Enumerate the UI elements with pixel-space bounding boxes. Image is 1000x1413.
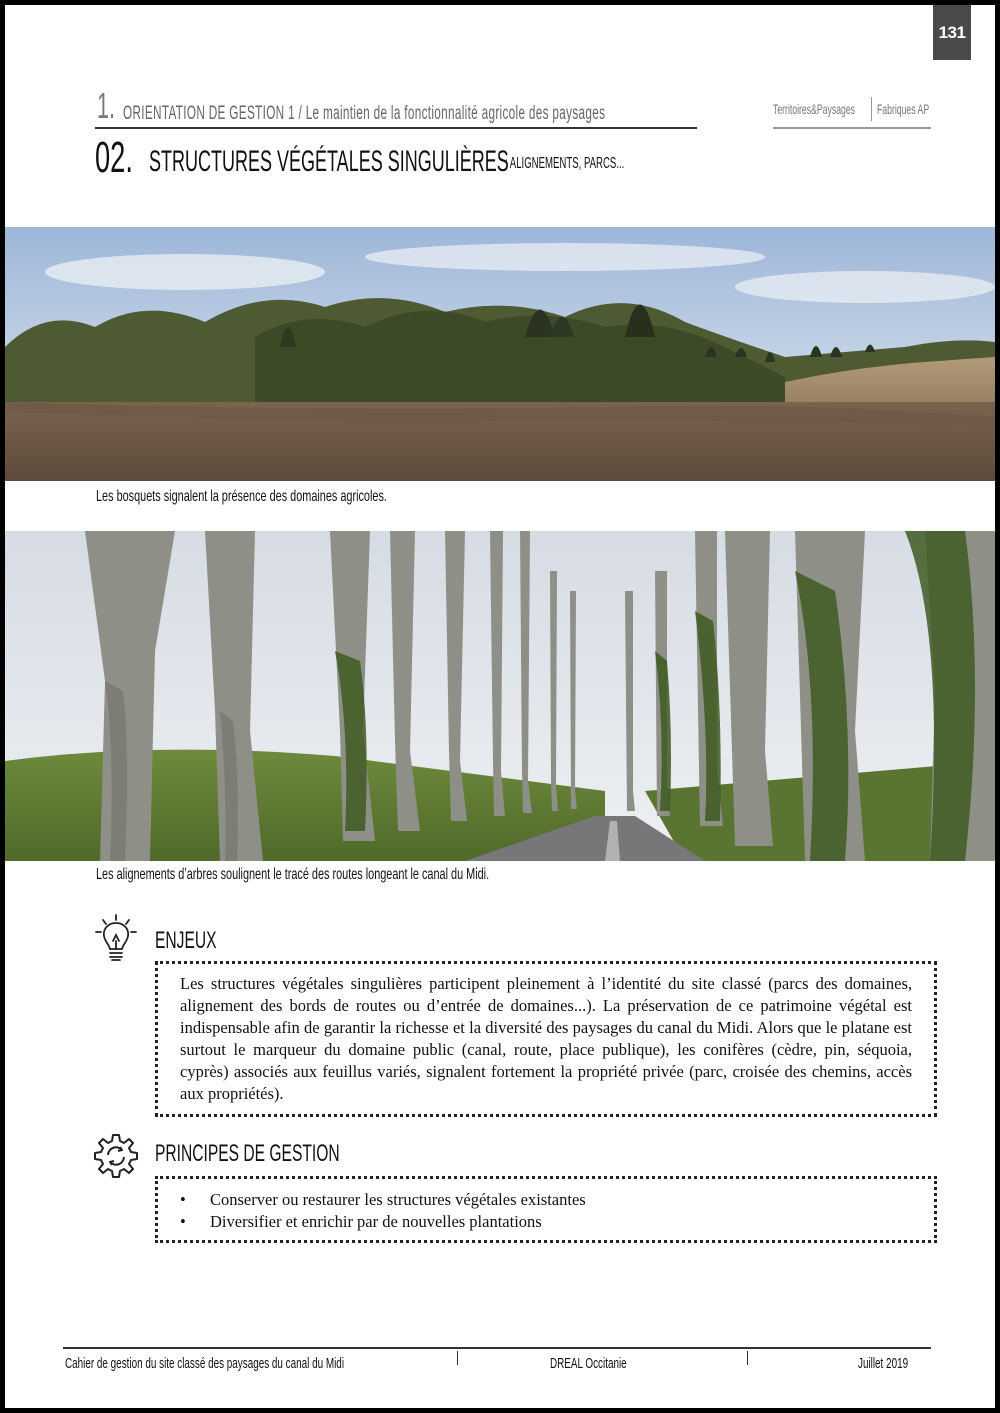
principes-heading: PRINCIPES DE GESTION	[155, 1140, 340, 1167]
footer-divider	[63, 1347, 931, 1349]
lightbulb-icon	[93, 913, 139, 965]
list-item: • Diversifier et enrichir par de nouvelles plantations	[180, 1211, 912, 1233]
orientation-text: ORIENTATION DE GESTION 1 / Le maintien de la fonctionnalité agricole des paysages	[123, 103, 606, 124]
enjeux-box	[155, 961, 937, 1117]
photo-caption-alignements: Les alignements d’arbres soulignent le tracé des routes longeant le canal du Midi.	[96, 866, 490, 883]
gear-icon	[93, 1129, 139, 1181]
section-number: 02.	[95, 133, 133, 182]
tree-avenue-illustration	[5, 531, 995, 861]
enjeux-heading: ENJEUX	[155, 927, 217, 954]
document-page	[5, 5, 995, 1408]
photo-caption-bosquets: Les bosquets signalent la présence des domaines agricoles.	[96, 488, 387, 505]
orientation-number: 1.	[97, 85, 116, 126]
enjeux-text: Les structures végétales singulières participent pleinement à l’identité du site classé (parcs des domaines, alignement des bords de routes ou d’entrée de domaines...). La préservation de ce patrimoine végétal est indispensable afin de garantir la richesse et la diversité des paysages du canal du Midi. Alors que le platane est surtout le marqueur du domaine public (canal, route, place publique), les conifères (cèdre, pin, séquoia, cyprès) associés aux feuillus variés, signalent fortement la propriété privée (parc, croisée des chemins, accès aux propriétés).	[180, 974, 912, 1103]
brand-separator	[871, 97, 872, 121]
brand-fabriques: Fabriques AP	[877, 101, 930, 117]
footer-document-title: Cahier de gestion du site classé des paysages du canal du Midi	[65, 1355, 345, 1372]
photo-alignements	[5, 531, 995, 861]
landscape-illustration	[5, 227, 995, 481]
footer-separator	[457, 1351, 458, 1365]
orientation-header	[95, 83, 697, 129]
page-number: 131	[938, 22, 966, 42]
footer-date: Juillet 2019	[858, 1355, 909, 1372]
footer-separator	[747, 1351, 748, 1365]
principes-list	[180, 1189, 912, 1233]
list-item: • Conserver ou restaurer les structures végétales existantes	[180, 1189, 912, 1211]
footer-organization: DREAL Occitanie	[550, 1355, 627, 1372]
photo-bosquets	[5, 227, 995, 481]
section-main-title: STRUCTURES VÉGÉTALES SINGULIÈRES	[149, 145, 509, 178]
section-subtitle: : ALIGNEMENTS, PARCS...	[505, 155, 625, 172]
principes-box	[155, 1176, 937, 1243]
brand-territoires: Territoires&Paysages	[773, 101, 856, 117]
brand-header	[773, 97, 931, 129]
page-number-badge	[933, 5, 971, 60]
